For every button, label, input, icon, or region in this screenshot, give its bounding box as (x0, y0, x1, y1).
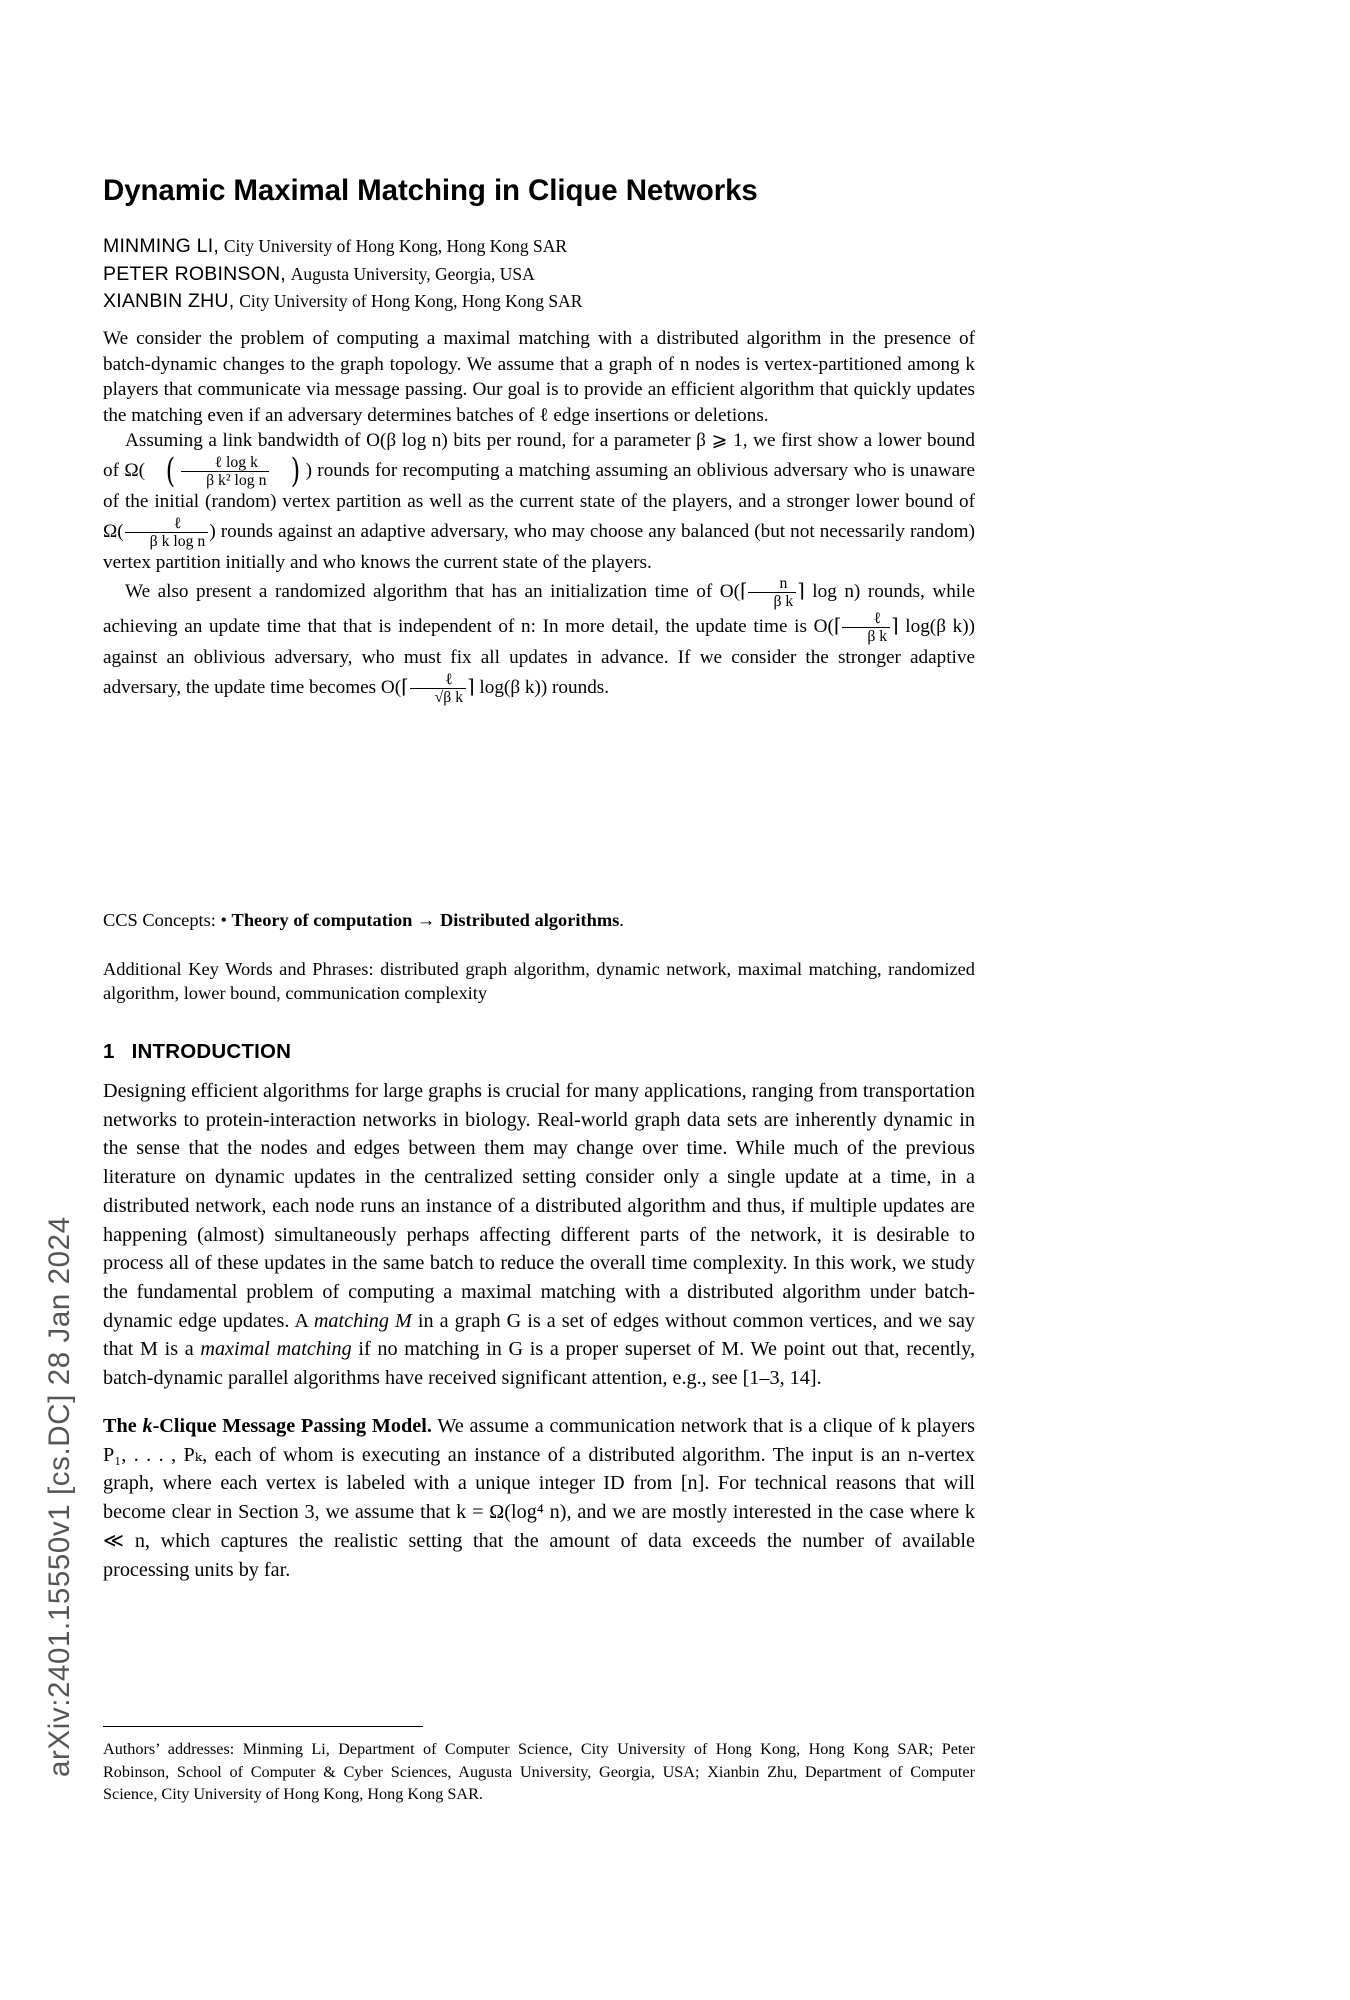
model-body-text: We assume a communication network that is a clique of k players P₁, . . . , Pₖ, each of whom is executing an instance of a distributed algorithm. The input is an n-vertex graph, where each vertex is labeled with a unique integer ID from [n]. For technical reasons that will become clear in Section 3, we assume that k = Ω(log⁴ n), and we are mostly interested in the case where k ≪ n, which captures the realistic setting that the amount of data exceeds the number of available processing units by far. (103, 1415, 975, 1581)
fraction-n-over-beta-k (748, 575, 796, 610)
fraction-numerator: ℓ log k (181, 454, 269, 472)
page-title: Dynamic Maximal Matching in Clique Networks (103, 174, 758, 207)
abstract-p2-text-a: Assuming a link bandwidth of O(β log n) bits per round, for a parameter β ⩾ 1, we first show a lower bound of Ω( (103, 430, 975, 481)
fraction-numerator: ℓ (125, 515, 209, 533)
section-heading-row (103, 1040, 975, 1064)
fraction-ell-log-k-over-beta-k2-log-n (181, 454, 269, 489)
paren-close: ) (291, 451, 301, 491)
abstract-p3-text-a: We also present a randomized algorithm that has an initialization time of O(⌈ (125, 581, 748, 603)
author-affiliation: Augusta University, Georgia, USA (290, 263, 535, 284)
fraction-denominator: β k (867, 628, 888, 646)
ccs-category-primary: Theory of computation (231, 910, 413, 930)
footnote-divider (103, 1726, 423, 1727)
section-heading-introduction (103, 1040, 975, 1064)
abstract-paragraph-3 (103, 575, 975, 706)
abstract-p2-text-b: ) rounds for recomputing a matching assuming an oblivious adversary who is unaware of the initial (random) vertex partition as well as the current state of the players, and a stronger lower bound of Ω( (103, 459, 975, 542)
abstract-paragraph-2 (103, 428, 975, 575)
abstract-p3-text-c: ⌉ log(β k)) against an oblivious adversary, who must fix all updates in advance. If we consider the stronger adaptive adversary, the update time becomes O(⌈ (103, 616, 976, 698)
clique-model-paragraph (103, 1412, 975, 1584)
model-heading-k: k (142, 1415, 153, 1437)
fraction-ell-over-beta-k-log-n (125, 515, 209, 550)
abstract-p3-text-d: ⌉ log(β k)) rounds. (467, 676, 610, 698)
intro-text-a: Designing efficient algorithms for large graphs is crucial for many applications, ranging from transportation networks to protein-interaction networks in biology. Real-world graph data sets are inherently dynamic in the sense that the nodes and edges between them may change over time. While much of the previous literature on dynamic updates in the centralized setting consider only a single update at a time, in a distributed network, each node runs an instance of a distributed algorithm and thus, if multiple updates are happening (almost) simultaneously perhaps affecting different parts of the network, it is desirable to process all of these updates in the same batch to reduce the overall time complexity. In this work, we study the fundamental problem of computing a maximal matching with a distributed algorithm under batch-dynamic edge updates. A (103, 1080, 975, 1332)
fraction-ell-over-beta-k (842, 610, 890, 645)
fraction-numerator: ℓ (410, 671, 466, 689)
fraction-numerator: ℓ (842, 610, 890, 628)
author-entry (103, 233, 983, 261)
author-block (103, 233, 983, 316)
intro-text-b: in a graph G is a set of edges without common vertices, and we say that M is a (103, 1309, 976, 1361)
ccs-arrow-icon: → (412, 910, 440, 930)
footnote-text: Authors’ addresses: Minming Li, Department of Computer Science, City University of Hong Kong, Hong Kong SAR; Peter Robinson, School of Computer & Cyber Sciences, Augusta University, Georgia, USA; Xianbin Zhu, Department of Computer Science, City University of Hong Kong, Hong Kong SAR. (103, 1740, 975, 1803)
author-name: PETER ROBINSON, (103, 262, 286, 285)
ccs-concepts (103, 908, 975, 932)
fraction-denominator: β k (773, 593, 794, 611)
ccs-period: . (619, 910, 624, 930)
authors-addresses-footnote (103, 1726, 975, 1806)
introduction-paragraph (103, 1077, 975, 1393)
author-name: MINMING LI, (103, 235, 219, 257)
fraction-denominator: β k log n (149, 532, 206, 550)
model-paragraph (103, 1412, 975, 1584)
introduction-body (103, 1077, 975, 1393)
section-title: INTRODUCTION (131, 1040, 292, 1063)
model-heading-a: The (103, 1415, 143, 1437)
intro-text-c: if no matching in G is a proper superset of M. We point out that, recently, batch-dynamic parallel algorithms have received significant attention, e.g., see [1–3, 14]. (103, 1338, 975, 1390)
author-entry (103, 288, 983, 316)
abstract-p2-text-c: ) rounds against an adaptive adversary, who may choose any balanced (but not necessarily random) vertex partition initially and who knows the current state of the players. (103, 520, 975, 573)
author-entry (103, 261, 983, 289)
arxiv-identifier-text: arXiv:2401.15550v1 [cs.DC] 28 Jan 2024 (43, 1216, 76, 1777)
author-affiliation: City University of Hong Kong, Hong Kong SAR (223, 236, 568, 256)
author-name: XIANBIN ZHU, (103, 290, 235, 312)
paper-page (103, 0, 975, 2000)
model-heading-b: -Clique Message Passing Model. (152, 1415, 432, 1437)
fraction-ell-over-sqrt-beta-k (410, 671, 466, 706)
abstract-p3-text-b: ⌉ log n) rounds, while achieving an update time that that is independent of n: In more detail, the update time is O(⌈ (103, 581, 975, 638)
arxiv-stamp (0, 0, 100, 2000)
keywords-label: Additional Key Words and Phrases: (103, 959, 381, 979)
keywords-block (103, 957, 975, 1005)
abstract (103, 326, 975, 706)
intro-italic-maximal-matching: maximal matching (200, 1338, 352, 1361)
fraction-denominator: β k² log n (206, 471, 267, 489)
section-number: 1 (103, 1040, 115, 1063)
fraction-denominator: √β k (434, 688, 464, 706)
fraction-numerator: n (748, 575, 796, 593)
ccs-label: CCS Concepts: • (103, 910, 232, 930)
author-affiliation: City University of Hong Kong, Hong Kong SAR (239, 291, 583, 311)
paren-open: ( (165, 451, 176, 491)
intro-italic-matching-m: matching M (313, 1309, 412, 1332)
keywords-list: distributed graph algorithm, dynamic network, maximal matching, randomized algorithm, lower bound, communication complexity (103, 959, 975, 1003)
abstract-paragraph-1: We consider the problem of computing a maximal matching with a distributed algorithm in the presence of batch-dynamic changes to the graph topology. We assume that a graph of n nodes is vertex-partitioned among k players that communicate via message passing. Our goal is to provide an efficient algorithm that quickly updates the matching even if an adversary determines batches of ℓ edge insertions or deletions. (103, 328, 975, 426)
ccs-category-secondary: Distributed algorithms (439, 910, 620, 930)
